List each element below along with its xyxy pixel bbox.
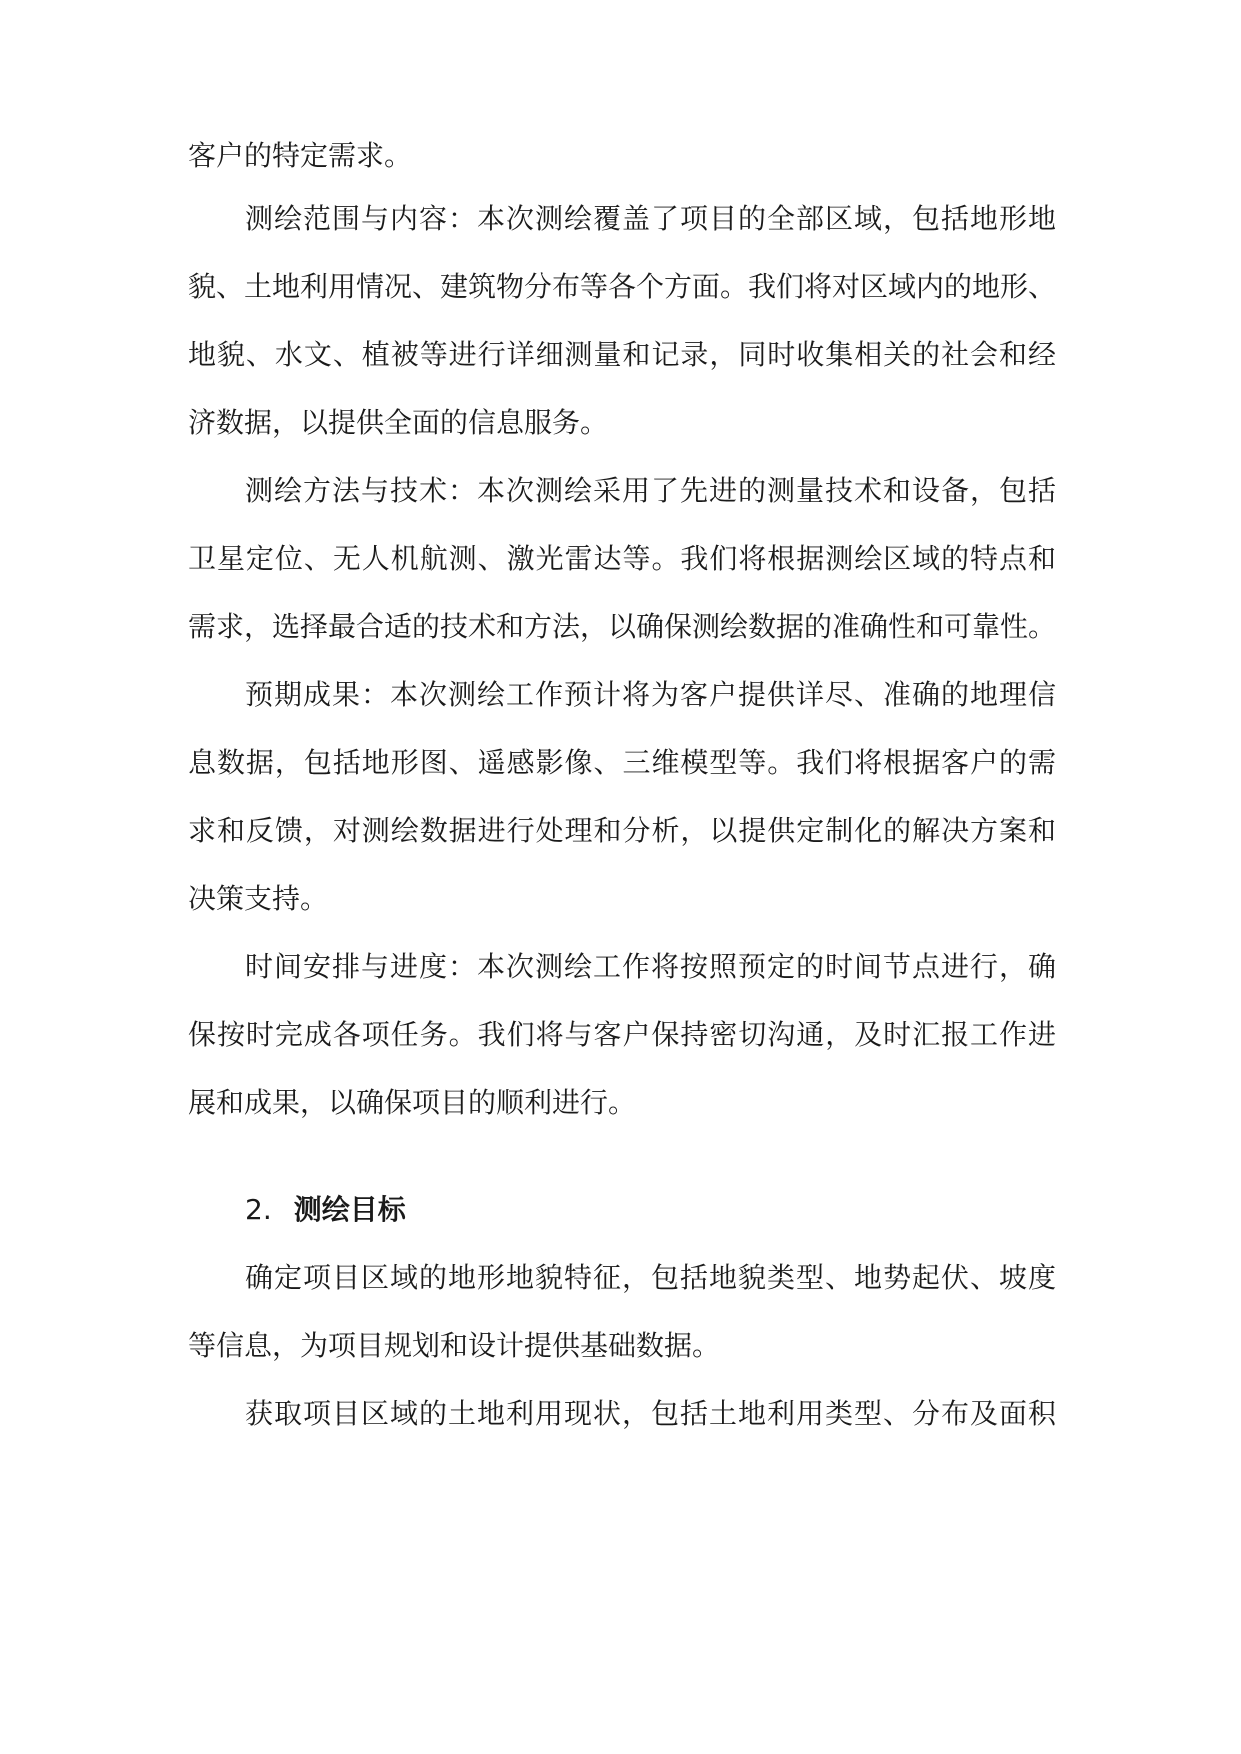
paragraph-line: 地貌、水文、植被等进行详细测量和记录，同时收集相关的社会和经 — [188, 338, 1056, 371]
paragraph-line: 时间安排与进度：本次测绘工作将按照预定的时间节点进行，确 — [245, 950, 1056, 983]
paragraph-line: 获取项目区域的土地利用现状，包括土地利用类型、分布及面积 — [245, 1397, 1056, 1430]
paragraph-line: 保按时完成各项任务。我们将与客户保持密切沟通，及时汇报工作进 — [188, 1018, 1056, 1051]
paragraph-line: 测绘范围与内容：本次测绘覆盖了项目的全部区域，包括地形地 — [245, 202, 1056, 235]
section-heading — [245, 1190, 406, 1230]
paragraph-line: 确定项目区域的地形地貌特征，包括地貌类型、地势起伏、坡度 — [245, 1261, 1056, 1294]
paragraph-line: 貌、土地利用情况、建筑物分布等各个方面。我们将对区域内的地形、 — [188, 270, 1056, 303]
paragraph-line: 测绘方法与技术：本次测绘采用了先进的测量技术和设备，包括 — [245, 474, 1056, 507]
paragraph-line: 求和反馈，对测绘数据进行处理和分析，以提供定制化的解决方案和 — [188, 814, 1056, 847]
paragraph-line: 息数据，包括地形图、遥感影像、三维模型等。我们将根据客户的需 — [188, 746, 1056, 779]
paragraph-line: 预期成果：本次测绘工作预计将为客户提供详尽、准确的地理信 — [245, 678, 1056, 711]
paragraph-line: 济数据，以提供全面的信息服务。 — [188, 406, 609, 439]
paragraph-line: 卫星定位、无人机航测、激光雷达等。我们将根据测绘区域的特点和 — [188, 542, 1056, 575]
paragraph-line: 需求，选择最合适的技术和方法，以确保测绘数据的准确性和可靠性。 — [188, 610, 1056, 643]
section-number: 2. — [245, 1193, 272, 1226]
section-title: 测绘目标 — [293, 1193, 406, 1226]
paragraph-line: 客户的特定需求。 — [188, 139, 413, 172]
paragraph-line: 等信息，为项目规划和设计提供基础数据。 — [188, 1329, 721, 1362]
paragraph-line: 决策支持。 — [188, 882, 329, 915]
paragraph-line: 展和成果，以确保项目的顺利进行。 — [188, 1086, 637, 1119]
